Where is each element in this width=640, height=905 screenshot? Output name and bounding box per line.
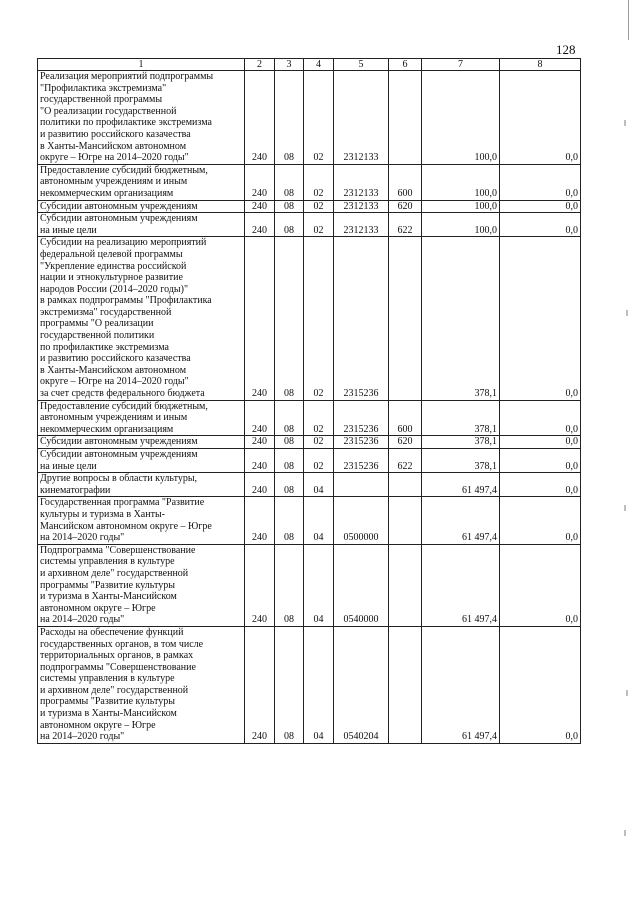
code-target-article-text: 2312133	[343, 200, 379, 212]
amount-col7	[422, 400, 500, 436]
code-target-article	[334, 71, 389, 165]
row-description	[38, 626, 245, 743]
row-description	[38, 71, 245, 165]
code-admin-text: 240	[252, 614, 267, 626]
page-number: 128	[556, 42, 576, 57]
row-description	[38, 400, 245, 436]
scan-edge-speck	[624, 120, 626, 126]
code-admin	[245, 497, 275, 544]
row-description-text: Государственная программа "Развитие культуры и туризма в Ханты- Мансийском автономном округе – Югре на 2014–2020 годы"	[40, 497, 212, 544]
table-row	[38, 449, 581, 473]
code-target-article	[334, 436, 389, 449]
amount-col8	[500, 436, 581, 449]
code-expense-type	[389, 449, 422, 473]
amount-col7-text: 61 497,4	[462, 484, 497, 496]
row-description	[38, 473, 245, 497]
code-admin	[245, 449, 275, 473]
code-target-article-text: 2315236	[343, 388, 379, 400]
amount-col8	[500, 449, 581, 473]
code-admin	[245, 200, 275, 213]
code-section-text: 08	[284, 224, 294, 236]
code-subsection-text: 02	[313, 436, 324, 448]
amount-col7	[422, 213, 500, 237]
code-target-article	[334, 400, 389, 436]
amount-col7-text: 100,0	[474, 224, 497, 236]
column-header: 7	[422, 59, 500, 71]
code-subsection-text: 02	[313, 187, 324, 199]
code-section	[275, 544, 304, 626]
code-subsection-text: 02	[313, 460, 324, 472]
amount-col8-text: 0,0	[565, 731, 578, 743]
code-subsection	[304, 497, 334, 544]
code-section-text: 08	[284, 200, 294, 212]
code-section	[275, 200, 304, 213]
code-admin-text: 240	[252, 460, 267, 472]
code-admin	[245, 213, 275, 237]
code-admin	[245, 400, 275, 436]
code-section	[275, 626, 304, 743]
code-subsection	[304, 626, 334, 743]
amount-col8	[500, 164, 581, 200]
scan-edge-speck	[626, 310, 628, 316]
code-subsection	[304, 213, 334, 237]
code-expense-type	[389, 497, 422, 544]
scan-edge-speck	[624, 830, 626, 836]
code-subsection-text: 02	[313, 423, 324, 435]
code-subsection	[304, 71, 334, 165]
code-admin	[245, 237, 275, 400]
code-target-article-text: 2315236	[343, 460, 379, 472]
code-admin-text: 240	[252, 484, 267, 496]
table-row	[38, 400, 581, 436]
code-target-article-text: 2312133	[343, 187, 379, 199]
row-description-text: Предоставление субсидий бюджетным, автономным учреждениям и иным некоммерческим организациям	[40, 400, 208, 435]
scan-edge-speck	[624, 505, 626, 511]
code-subsection-text: 02	[313, 200, 324, 212]
code-section	[275, 400, 304, 436]
code-section-text: 08	[284, 423, 294, 435]
row-description	[38, 164, 245, 200]
column-header: 5	[334, 59, 389, 71]
code-section	[275, 164, 304, 200]
row-description-text: Субсидии автономным учреждениям	[40, 436, 198, 448]
code-admin-text: 240	[252, 731, 267, 743]
code-admin-text: 240	[252, 388, 267, 400]
code-admin	[245, 544, 275, 626]
code-section	[275, 237, 304, 400]
table-row	[38, 544, 581, 626]
row-description-text: Подпрограмма "Совершенствование системы управления в культуре и архивном деле" государственной программы "Развитие культуры и туризма в Ханты-Мансийском автономном округе – Югре на 2014–2020 годы"	[40, 544, 196, 626]
amount-col8-text: 0,0	[565, 423, 578, 435]
code-section	[275, 213, 304, 237]
column-header: 2	[245, 59, 275, 71]
code-admin	[245, 626, 275, 743]
code-admin	[245, 473, 275, 497]
code-target-article-text: 2315236	[343, 423, 379, 435]
code-expense-type-text: 622	[397, 460, 413, 472]
amount-col7-text: 378,1	[474, 436, 497, 448]
code-section-text: 08	[284, 187, 294, 199]
code-expense-type-text: 622	[397, 224, 413, 236]
table-row	[38, 497, 581, 544]
amount-col7-text: 100,0	[474, 152, 497, 164]
code-section-text: 08	[284, 460, 294, 472]
amount-col7	[422, 436, 500, 449]
code-subsection	[304, 164, 334, 200]
table-row	[38, 237, 581, 400]
code-expense-type-text: 600	[397, 423, 413, 435]
amount-col7-text: 378,1	[474, 460, 497, 472]
code-subsection-text: 04	[313, 532, 324, 544]
code-subsection	[304, 449, 334, 473]
code-section	[275, 71, 304, 165]
code-subsection	[304, 237, 334, 400]
amount-col8-text: 0,0	[565, 614, 578, 626]
column-header: 1	[38, 59, 245, 71]
amount-col7	[422, 237, 500, 400]
code-subsection	[304, 436, 334, 449]
code-target-article	[334, 497, 389, 544]
code-section-text: 08	[284, 388, 294, 400]
row-description-text: Субсидии автономным учреждениям на иные цели	[40, 213, 198, 236]
code-target-article	[334, 213, 389, 237]
code-target-article	[334, 473, 389, 497]
amount-col8-text: 0,0	[565, 532, 578, 544]
code-expense-type	[389, 626, 422, 743]
code-subsection-text: 02	[313, 152, 324, 164]
amount-col7	[422, 473, 500, 497]
row-description	[38, 200, 245, 213]
amount-col8	[500, 71, 581, 165]
amount-col7-text: 378,1	[474, 388, 497, 400]
amount-col8	[500, 544, 581, 626]
amount-col8	[500, 400, 581, 436]
row-description	[38, 544, 245, 626]
amount-col8-text: 0,0	[565, 200, 578, 212]
row-description-text: Расходы на обеспечение функций государственных органов, в том числе территориальных органов, в рамках подпрограммы "Совершенствование системы управления в культуре и архивном деле" государственной программы "Развитие культуры и туризма в Ханты-Мансийском автономном округе – Югре на 2014–2020 годы"	[40, 626, 204, 743]
code-section	[275, 473, 304, 497]
amount-col7	[422, 449, 500, 473]
code-expense-type	[389, 164, 422, 200]
amount-col8-text: 0,0	[565, 224, 578, 236]
row-description	[38, 449, 245, 473]
row-description-text: Субсидии автономным учреждениям на иные цели	[40, 449, 198, 472]
code-admin	[245, 164, 275, 200]
table-row	[38, 71, 581, 165]
row-description	[38, 213, 245, 237]
code-expense-type	[389, 436, 422, 449]
table-row	[38, 436, 581, 449]
amount-col8	[500, 213, 581, 237]
code-subsection-text: 04	[313, 614, 324, 626]
row-description-text: Предоставление субсидий бюджетным, автономным учреждениям и иным некоммерческим организациям	[40, 164, 208, 199]
scan-edge-speck	[626, 690, 628, 696]
row-description	[38, 436, 245, 449]
amount-col8-text: 0,0	[565, 436, 578, 448]
amount-col8-text: 0,0	[565, 187, 578, 199]
code-expense-type	[389, 200, 422, 213]
code-expense-type-text: 600	[397, 187, 413, 199]
code-subsection-text: 04	[313, 484, 324, 496]
code-admin	[245, 71, 275, 165]
code-section	[275, 449, 304, 473]
code-admin	[245, 436, 275, 449]
code-section	[275, 497, 304, 544]
column-number-row	[38, 59, 581, 71]
code-target-article-text: 0540204	[343, 731, 379, 743]
code-expense-type	[389, 400, 422, 436]
code-expense-type	[389, 237, 422, 400]
amount-col7	[422, 544, 500, 626]
table-row	[38, 626, 581, 743]
column-header: 8	[500, 59, 581, 71]
code-subsection-text: 02	[313, 224, 324, 236]
code-admin-text: 240	[252, 152, 267, 164]
code-admin-text: 240	[252, 224, 267, 236]
code-target-article-text: 2315236	[343, 436, 379, 448]
amount-col8-text: 0,0	[565, 484, 578, 496]
row-description	[38, 497, 245, 544]
code-expense-type-text: 620	[397, 436, 413, 448]
table-row	[38, 164, 581, 200]
code-section-text: 08	[284, 152, 294, 164]
table-row	[38, 473, 581, 497]
column-header: 3	[275, 59, 304, 71]
code-target-article	[334, 626, 389, 743]
code-section-text: 08	[284, 484, 294, 496]
row-description-text: Субсидии автономным учреждениям	[40, 200, 198, 212]
code-target-article	[334, 237, 389, 400]
code-target-article	[334, 200, 389, 213]
amount-col7	[422, 497, 500, 544]
code-section-text: 08	[284, 532, 294, 544]
code-admin-text: 240	[252, 423, 267, 435]
budget-table	[37, 58, 581, 744]
code-subsection	[304, 473, 334, 497]
row-description	[38, 237, 245, 400]
table-body	[38, 71, 581, 744]
code-subsection	[304, 200, 334, 213]
amount-col8	[500, 200, 581, 213]
amount-col8	[500, 237, 581, 400]
code-expense-type	[389, 473, 422, 497]
code-target-article-text: 2312133	[343, 152, 379, 164]
amount-col7	[422, 626, 500, 743]
code-section-text: 08	[284, 731, 294, 743]
amount-col7-text: 100,0	[474, 187, 497, 199]
amount-col8-text: 0,0	[565, 152, 578, 164]
amount-col7	[422, 200, 500, 213]
code-subsection-text: 02	[313, 388, 324, 400]
amount-col7	[422, 164, 500, 200]
code-target-article-text: 2312133	[343, 224, 379, 236]
amount-col7-text: 378,1	[474, 423, 497, 435]
code-expense-type	[389, 71, 422, 165]
code-target-article	[334, 164, 389, 200]
code-subsection	[304, 400, 334, 436]
code-admin-text: 240	[252, 436, 267, 448]
row-description-text: Субсидии на реализацию мероприятий федеральной целевой программы "Укрепление единства российской нации и этнокультурное развитие народов России (2014–2020 годы)" в рамках подпрограммы "Профилактика экстремизма" государственной программы "О реализации государственной политики по профилактике экстремизма и развитию российского казачества в Ханты-Мансийском автономном округе – Югре на 2014–2020 годы" за счет средств федерального бюджета	[40, 237, 212, 400]
amount-col7	[422, 71, 500, 165]
column-header: 6	[389, 59, 422, 71]
amount-col7-text: 100,0	[474, 200, 497, 212]
amount-col8	[500, 626, 581, 743]
amount-col8	[500, 473, 581, 497]
column-header: 4	[304, 59, 334, 71]
row-description-text: Реализация мероприятий подпрограммы "Профилактика экстремизма" государственной программы "О реализации государственной политики по профилактике экстремизма и развитию российского казачества в Ханты-Мансийском автономном округе – Югре на 2014–2020 годы"	[40, 71, 214, 164]
table-row	[38, 200, 581, 213]
amount-col7-text: 61 497,4	[462, 614, 497, 626]
row-description-text: Другие вопросы в области культуры, кинематографии	[40, 473, 198, 496]
code-admin-text: 240	[252, 532, 267, 544]
scan-edge-line	[628, 0, 629, 40]
code-subsection	[304, 544, 334, 626]
code-section-text: 08	[284, 614, 294, 626]
code-section	[275, 436, 304, 449]
code-expense-type	[389, 213, 422, 237]
code-section-text: 08	[284, 436, 294, 448]
code-expense-type-text: 620	[397, 200, 413, 212]
code-admin-text: 240	[252, 187, 267, 199]
code-target-article	[334, 544, 389, 626]
code-subsection-text: 04	[313, 731, 324, 743]
amount-col8	[500, 497, 581, 544]
amount-col7-text: 61 497,4	[462, 532, 497, 544]
amount-col8-text: 0,0	[565, 460, 578, 472]
code-expense-type	[389, 544, 422, 626]
code-admin-text: 240	[252, 200, 267, 212]
table-row	[38, 213, 581, 237]
code-target-article-text: 0500000	[343, 532, 379, 544]
code-target-article-text: 0540000	[343, 614, 379, 626]
amount-col8-text: 0,0	[565, 388, 578, 400]
amount-col7-text: 61 497,4	[462, 731, 497, 743]
code-target-article	[334, 449, 389, 473]
